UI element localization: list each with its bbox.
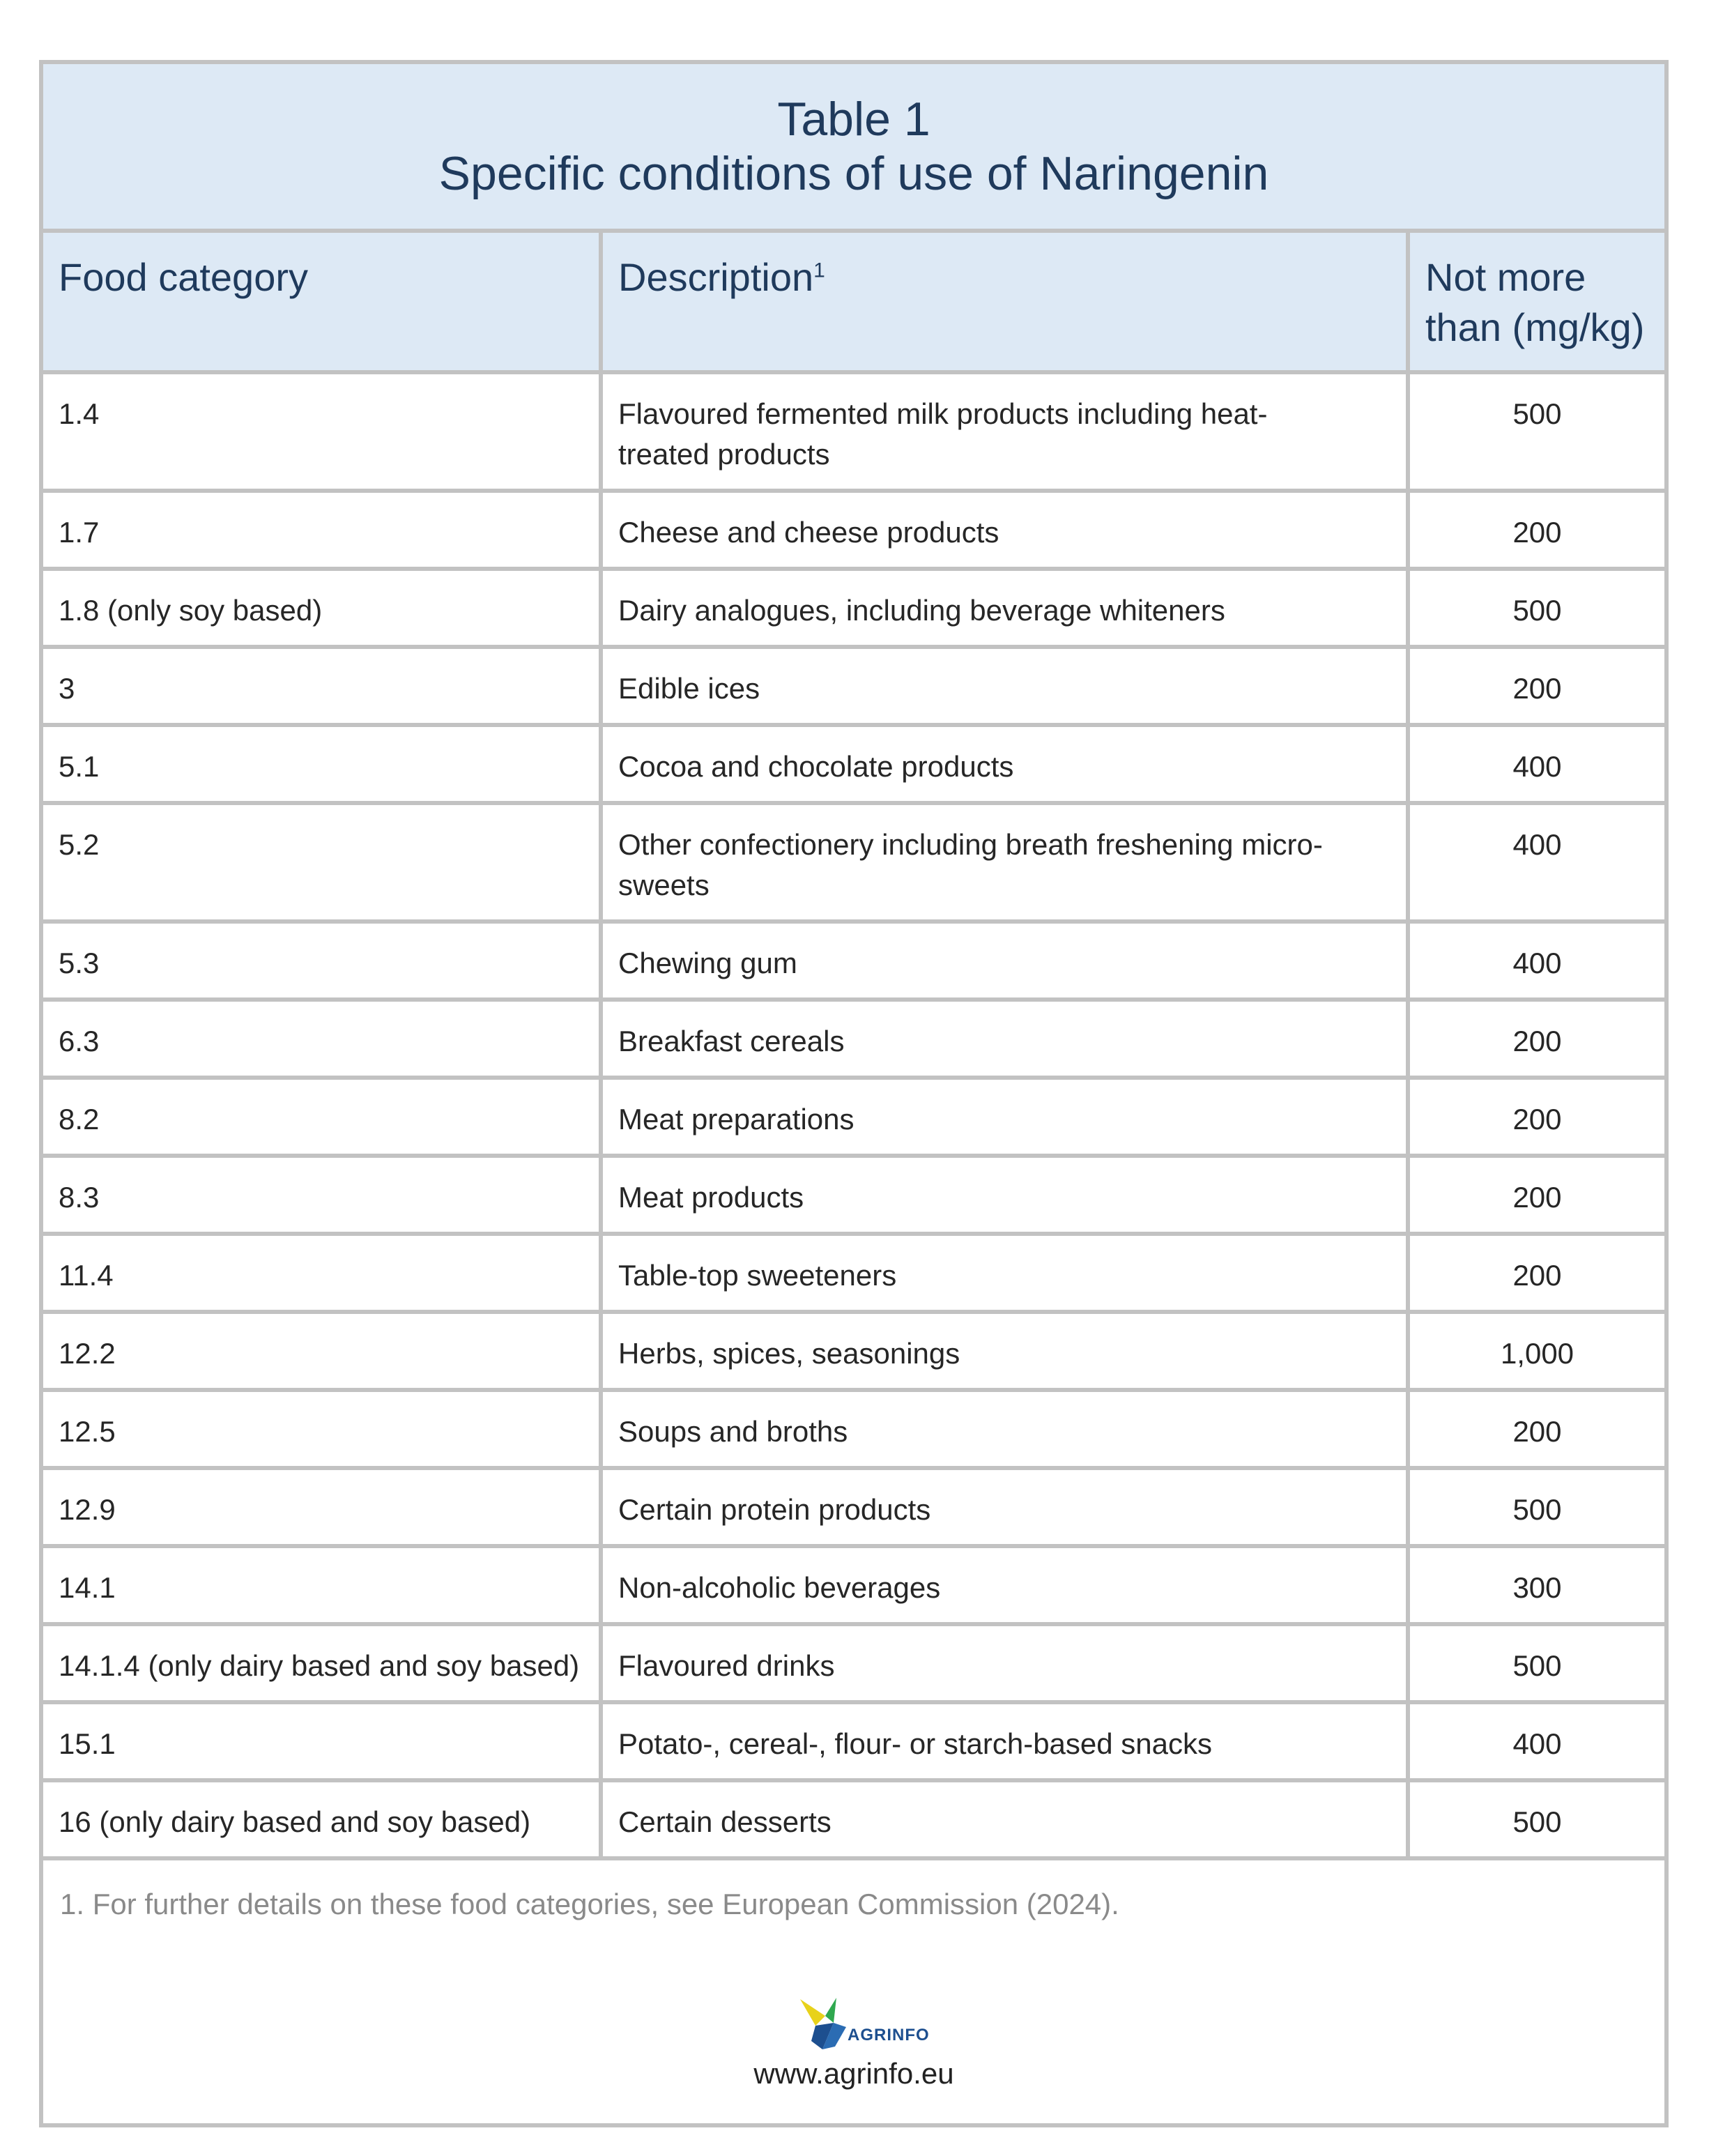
table-row: [43, 725, 1664, 803]
table-row: [43, 803, 1664, 922]
cell-category: 8.3: [43, 1156, 601, 1234]
table-row: [43, 1312, 1664, 1390]
naringenin-conditions-table: [43, 233, 1664, 1860]
cell-description: Certain desserts: [601, 1780, 1408, 1858]
table-row: [43, 1546, 1664, 1624]
cell-value: 200: [1408, 1000, 1664, 1078]
cell-category: 1.7: [43, 491, 601, 569]
cell-value: 200: [1408, 1078, 1664, 1156]
cell-value: 400: [1408, 725, 1664, 803]
cell-description: Meat preparations: [601, 1078, 1408, 1156]
cell-category: 3: [43, 647, 601, 725]
cell-category: 1.8 (only soy based): [43, 569, 601, 647]
table-frame: [39, 60, 1669, 2127]
cell-value: 200: [1408, 647, 1664, 725]
cell-value: 200: [1408, 1390, 1664, 1468]
table-row: [43, 569, 1664, 647]
cell-value: 500: [1408, 1468, 1664, 1546]
cell-description: Other confectionery including breath freshening micro- sweets: [601, 803, 1408, 922]
cell-category: 5.3: [43, 922, 601, 1000]
cell-category: 1.4: [43, 372, 601, 491]
cell-description: Flavoured fermented milk products including heat- treated products: [601, 372, 1408, 491]
cell-value: 500: [1408, 372, 1664, 491]
cell-value: 300: [1408, 1546, 1664, 1624]
footnote-marker: 1: [813, 259, 825, 282]
cell-category: 12.5: [43, 1390, 601, 1468]
agrinfo-branding: [43, 1995, 1664, 2091]
table-number: Table 1: [777, 93, 930, 146]
cell-description: Cocoa and chocolate products: [601, 725, 1408, 803]
header-food-category: Food category: [43, 233, 601, 372]
website-link[interactable]: www.agrinfo.eu: [753, 2057, 954, 2090]
agrinfo-wordmark: AGRINFO: [848, 2026, 930, 2044]
cell-description: Table-top sweeteners: [601, 1234, 1408, 1312]
cell-category: 5.1: [43, 725, 601, 803]
cell-description: Dairy analogues, including beverage whiteners: [601, 569, 1408, 647]
table-row: [43, 1078, 1664, 1156]
cell-category: 14.1.4 (only dairy based and soy based): [43, 1624, 601, 1702]
table-row: [43, 1390, 1664, 1468]
header-description: Description$^1$: [601, 233, 1408, 372]
table-row: [43, 1000, 1664, 1078]
cell-category: 12.2: [43, 1312, 601, 1390]
cell-value: 200: [1408, 491, 1664, 569]
cell-description: Soups and broths: [601, 1390, 1408, 1468]
cell-value: 200: [1408, 1156, 1664, 1234]
cell-description: Chewing gum: [601, 922, 1408, 1000]
cell-value: 1,000: [1408, 1312, 1664, 1390]
header-row: [43, 233, 1664, 372]
cell-description: Certain protein products: [601, 1468, 1408, 1546]
cell-description: Non-alcoholic beverages: [601, 1546, 1408, 1624]
cell-category: 11.4: [43, 1234, 601, 1312]
cell-description: Meat products: [601, 1156, 1408, 1234]
cell-value: 400: [1408, 1702, 1664, 1780]
table-title-band: [43, 64, 1664, 233]
table-row: [43, 1624, 1664, 1702]
cell-value: 500: [1408, 1624, 1664, 1702]
cell-description: Breakfast cereals: [601, 1000, 1408, 1078]
cell-category: 8.2: [43, 1078, 601, 1156]
cell-value: 500: [1408, 569, 1664, 647]
cell-category: 15.1: [43, 1702, 601, 1780]
cell-category: 12.9: [43, 1468, 601, 1546]
cell-description: Potato-, cereal-, flour- or starch-based snacks: [601, 1702, 1408, 1780]
table-row: [43, 922, 1664, 1000]
agrinfo-logo-icon: [795, 1995, 930, 2054]
table-row: [43, 491, 1664, 569]
table-row: [43, 647, 1664, 725]
table-row: [43, 1156, 1664, 1234]
table-title: Specific conditions of use of Naringenin: [438, 147, 1269, 200]
cell-value: 200: [1408, 1234, 1664, 1312]
header-max-level: Not more than (mg/kg): [1408, 233, 1664, 372]
cell-value: 400: [1408, 803, 1664, 922]
cell-category: 14.1: [43, 1546, 601, 1624]
cell-description: Cheese and cheese products: [601, 491, 1408, 569]
cell-value: 500: [1408, 1780, 1664, 1858]
table-row: [43, 1702, 1664, 1780]
cell-description: Herbs, spices, seasonings: [601, 1312, 1408, 1390]
table-row: [43, 1780, 1664, 1858]
table-footnote: 1. For further details on these food categories, see European Commission (2024).: [60, 1888, 1119, 1920]
cell-category: 5.2: [43, 803, 601, 922]
cell-description: Edible ices: [601, 647, 1408, 725]
table-row: [43, 1468, 1664, 1546]
cell-value: 400: [1408, 922, 1664, 1000]
cell-description: Flavoured drinks: [601, 1624, 1408, 1702]
table-row: [43, 372, 1664, 491]
cell-category: 6.3: [43, 1000, 601, 1078]
cell-category: 16 (only dairy based and soy based): [43, 1780, 601, 1858]
table-row: [43, 1234, 1664, 1312]
